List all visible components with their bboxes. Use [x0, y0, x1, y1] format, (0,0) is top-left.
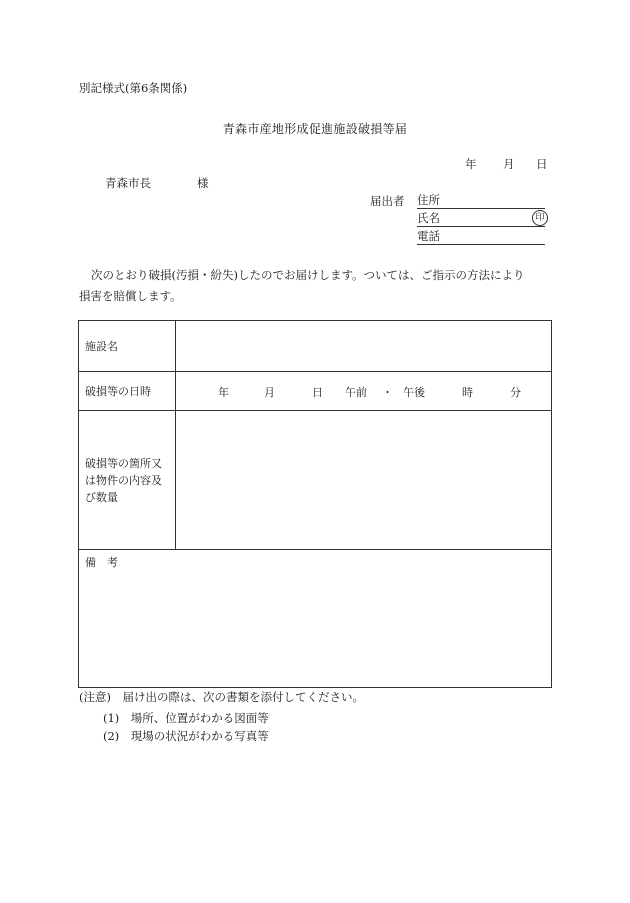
dt-month: 月: [264, 386, 275, 399]
remarks-label: 備 考: [85, 556, 118, 569]
facility-label: 施設名: [79, 321, 176, 372]
date-month-label: 月: [503, 157, 515, 171]
items-field[interactable]: [176, 411, 552, 550]
dt-minute: 分: [510, 386, 521, 399]
address-field[interactable]: [417, 192, 545, 209]
seal-mark: 印: [532, 210, 548, 226]
phone-label: 電話: [417, 229, 440, 243]
date-day-label: 日: [536, 157, 548, 171]
document-title: 青森市産地形成促進施設破損等届: [222, 122, 408, 136]
dt-year: 年: [218, 386, 229, 399]
addressee-name: 青森市長: [105, 176, 151, 190]
address-label: 住所: [417, 193, 440, 207]
form-reference: 別記様式(第6条関係): [79, 81, 188, 95]
datetime-field[interactable]: [176, 372, 552, 411]
dt-pm: 午後: [403, 386, 425, 399]
remarks-field[interactable]: [79, 550, 552, 688]
datetime-row: [79, 372, 552, 411]
dt-day: 日: [312, 386, 323, 399]
facility-name-field[interactable]: [176, 321, 552, 372]
note-item-1: (1) 場所、位置がわかる図面等: [103, 711, 269, 725]
statement-line-1: 次のとおり破損(汚損・紛失)したのでお届けします。ついては、ご指示の方法により: [91, 268, 525, 282]
applicant-label: 届出者: [370, 194, 405, 208]
addressee-honorific: 様: [197, 176, 209, 190]
facility-row: [79, 321, 552, 372]
date-year-label: 年: [465, 157, 477, 171]
name-field[interactable]: [417, 210, 545, 227]
phone-field[interactable]: [417, 228, 545, 245]
dt-am: 午前: [345, 386, 367, 399]
items-row: [79, 411, 552, 550]
statement-line-2: 損害を賠償します。: [79, 289, 182, 303]
dt-dot: ・: [382, 386, 393, 399]
damage-report-table: [78, 320, 552, 688]
datetime-label: 破損等の日時: [79, 372, 176, 411]
items-label: 破損等の箇所又は物件の内容及び数量: [79, 411, 176, 550]
note-item-2: (2) 現場の状況がわかる写真等: [103, 729, 269, 743]
statement-paragraph: [79, 265, 551, 307]
name-label: 氏名: [417, 211, 440, 225]
notes-heading: (注意) 届け出の際は、次の書類を添付してください。: [79, 690, 364, 704]
dt-hour: 時: [462, 386, 473, 399]
remarks-row: [79, 550, 552, 688]
